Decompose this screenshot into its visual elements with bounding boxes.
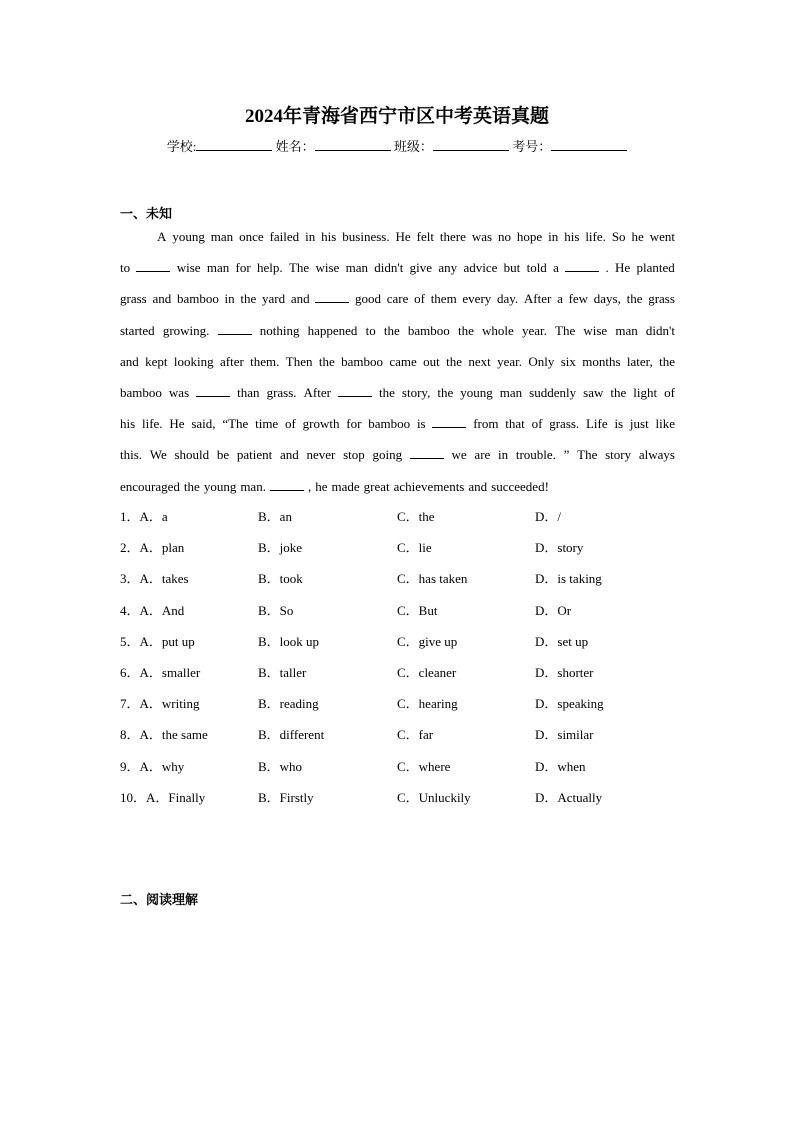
passage-word: time <box>255 416 279 432</box>
question-row <box>120 723 680 754</box>
passage-word: this. <box>120 447 143 463</box>
passage-line <box>120 381 675 412</box>
option-text: B．look up <box>258 633 320 649</box>
option-text: C．But <box>397 602 438 618</box>
passage-word: he <box>315 478 328 494</box>
option-a <box>120 692 199 716</box>
passage-word: light <box>633 384 658 400</box>
passage-word: patient <box>236 447 273 463</box>
option-b <box>258 755 302 779</box>
question-number: 7． <box>120 696 140 712</box>
option-text: D．is taking <box>535 571 602 587</box>
option-d <box>535 505 561 529</box>
option-c <box>397 599 437 623</box>
passage-word: good <box>355 291 382 307</box>
passage-word: So <box>611 229 626 244</box>
passage-word: of <box>285 416 296 432</box>
passage-word: yard <box>262 291 286 307</box>
passage-word: his <box>321 229 337 244</box>
passage-word: for <box>235 260 251 276</box>
answer-blank <box>136 259 170 272</box>
passage-word: bamboo <box>176 291 219 307</box>
option-c <box>397 630 457 654</box>
passage-word: wise <box>176 260 201 276</box>
passage-line <box>120 475 675 506</box>
option-c <box>397 661 456 685</box>
question-row <box>120 630 680 661</box>
section-1-heading: 一、未知 <box>120 207 173 222</box>
option-d <box>535 755 586 779</box>
passage-word: man <box>210 229 234 244</box>
option-text: B．took <box>258 571 303 587</box>
passage-word: and <box>120 353 139 369</box>
passage-word: didn't <box>645 322 675 338</box>
passage-word: give <box>409 260 433 276</box>
option-c <box>397 723 433 747</box>
option-c <box>397 536 432 560</box>
passage-word: growth <box>302 416 340 432</box>
class-blank[interactable] <box>433 138 509 151</box>
option-c <box>397 786 471 810</box>
passage-word: day. <box>497 291 519 307</box>
option-b <box>258 630 319 654</box>
passage-word: man <box>206 260 230 276</box>
passage-word: from <box>473 416 499 432</box>
answer-blank <box>315 290 349 303</box>
option-text: A．writing <box>139 696 200 712</box>
answer-blank <box>432 415 466 428</box>
question-number: 1． <box>120 509 140 524</box>
passage-word: the <box>437 384 454 400</box>
option-text: A．put up <box>139 633 195 649</box>
passage-word: and <box>279 447 299 463</box>
option-c <box>397 692 458 716</box>
passage-word: Life <box>585 416 608 432</box>
passage-word: was <box>168 384 190 400</box>
passage-word: any <box>438 260 458 276</box>
option-text: C．the <box>397 509 435 524</box>
option-text: D．Or <box>535 602 572 618</box>
passage-word: no <box>497 229 511 244</box>
passage-word: Only <box>528 353 555 369</box>
passage-word: young <box>203 478 237 494</box>
passage-word: The <box>555 322 576 338</box>
passage-word: looking <box>173 353 214 369</box>
passage-word: whole <box>482 322 514 338</box>
option-a <box>120 786 205 810</box>
passage-word: that <box>505 416 525 432</box>
passage-word: months <box>582 353 621 369</box>
option-d <box>535 536 583 560</box>
passage-word: story, <box>401 384 431 400</box>
question-row <box>120 661 680 692</box>
class-label: 班级： <box>393 139 433 154</box>
passage-word: failed <box>269 229 300 244</box>
option-d <box>535 630 588 654</box>
passage-word: grass <box>648 291 675 307</box>
option-text: D．Actually <box>535 789 603 805</box>
passage-word: going <box>372 447 403 463</box>
school-label: 学校: <box>166 139 197 154</box>
passage-word: grass. <box>549 416 580 432</box>
question-number: 10． <box>120 789 147 805</box>
question-number: 4． <box>120 602 140 618</box>
option-text: B．reading <box>258 696 319 712</box>
option-b <box>258 505 292 529</box>
passage-word: told <box>526 260 547 276</box>
option-text: B．an <box>258 509 292 524</box>
passage-word: The <box>288 260 310 276</box>
passage-word: said, <box>191 416 216 432</box>
question-row <box>120 599 680 630</box>
option-d <box>535 567 602 591</box>
passage-word: didn't <box>374 260 404 276</box>
passage-word: than <box>237 384 260 400</box>
passage-word: man. <box>240 478 266 494</box>
passage-word: to <box>365 322 376 338</box>
option-text: A．plan <box>139 540 185 556</box>
option-text: B．joke <box>258 540 303 556</box>
passage-word: the <box>183 478 200 494</box>
passage-word: the <box>240 291 257 307</box>
passage-word: his <box>120 416 136 432</box>
passage-word: to <box>120 260 131 276</box>
question-number: 9． <box>120 758 140 774</box>
option-b <box>258 692 319 716</box>
passage-word: He <box>169 416 185 432</box>
passage-word: made <box>331 478 360 494</box>
option-text: D．set up <box>535 633 589 649</box>
passage-line <box>120 350 675 381</box>
passage-word: A <box>157 229 167 244</box>
passage-line <box>120 412 675 443</box>
option-c <box>397 755 450 779</box>
passage-word: be <box>216 447 230 463</box>
question-row <box>120 755 680 786</box>
passage-line <box>120 256 675 287</box>
passage-word: next <box>468 353 491 369</box>
question-row <box>120 536 680 567</box>
passage-word: out <box>423 353 440 369</box>
passage-word: in <box>224 291 235 307</box>
answer-blank <box>565 259 599 272</box>
passage-word: kept <box>145 353 168 369</box>
option-text: B．Firstly <box>258 789 314 805</box>
cloze-passage <box>120 225 675 506</box>
passage-word: his <box>564 229 580 244</box>
passage-word: the <box>626 291 643 307</box>
passage-word: encouraged <box>120 478 180 494</box>
passage-word: few <box>568 291 589 307</box>
option-a <box>120 723 208 747</box>
passage-word: story <box>605 447 632 463</box>
option-text: D．story <box>535 540 584 556</box>
passage-word: the <box>446 353 462 369</box>
passage-word: bamboo <box>341 353 383 369</box>
answer-blank <box>338 384 372 397</box>
option-a <box>120 505 168 529</box>
passage-word: year. <box>497 353 523 369</box>
option-a <box>120 536 184 560</box>
passage-word: we <box>451 447 467 463</box>
option-text: D．/ <box>535 509 562 524</box>
option-text: B．who <box>258 758 303 774</box>
passage-word: He <box>395 229 411 244</box>
passage-word: he <box>631 229 644 244</box>
option-text: A．the same <box>139 727 208 743</box>
passage-word: grass <box>120 291 147 307</box>
passage-word: the <box>457 322 474 338</box>
option-text: D．speaking <box>535 696 604 712</box>
question-row <box>120 567 680 598</box>
option-text: A．Finally <box>146 789 206 805</box>
passage-word: trouble. <box>515 447 556 463</box>
passage-word: the <box>610 384 627 400</box>
cloze-options <box>120 505 680 817</box>
passage-word: achievements <box>393 478 465 494</box>
passage-word: once <box>239 229 264 244</box>
passage-word: great <box>363 478 390 494</box>
option-text: A．a <box>139 509 168 524</box>
exam-number-blank[interactable] <box>551 138 627 151</box>
passage-word: in <box>548 229 559 244</box>
passage-word: bamboo <box>120 384 162 400</box>
passage-word: after <box>219 353 244 369</box>
option-b <box>258 599 293 623</box>
passage-word: happened <box>307 322 358 338</box>
passage-word: of <box>531 416 543 432</box>
passage-word: are <box>474 447 491 463</box>
passage-word: days, <box>593 291 621 307</box>
question-row <box>120 786 680 817</box>
question-number: 8． <box>120 727 140 743</box>
passage-word: suddenly <box>529 384 577 400</box>
option-b <box>258 536 302 560</box>
passage-word: ” <box>563 447 570 463</box>
passage-word: help. <box>257 260 283 276</box>
option-text: A．why <box>139 758 185 774</box>
option-text: D．similar <box>535 727 594 743</box>
option-a <box>120 630 195 654</box>
passage-word: business. <box>342 229 390 244</box>
answer-blank <box>270 478 304 491</box>
option-b <box>258 661 306 685</box>
passage-word: is <box>416 416 426 432</box>
passage-word: year. <box>521 322 547 338</box>
option-text: D．when <box>535 758 586 774</box>
passage-word: grass. <box>266 384 297 400</box>
passage-word: just <box>629 416 649 432</box>
passage-word: man <box>345 260 368 276</box>
option-b <box>258 786 314 810</box>
option-b <box>258 567 303 591</box>
option-a <box>120 661 200 685</box>
passage-word: care <box>386 291 409 307</box>
passage-line <box>120 319 675 350</box>
passage-word: saw <box>583 384 604 400</box>
student-info-line <box>0 138 794 156</box>
passage-word: hope <box>516 229 543 244</box>
option-text: D．shorter <box>535 664 594 680</box>
passage-line <box>120 287 675 318</box>
passage-word: the <box>383 322 400 338</box>
passage-word: stop <box>343 447 365 463</box>
passage-word: the <box>318 353 335 369</box>
option-text: B．taller <box>258 664 307 680</box>
passage-word: in <box>305 229 316 244</box>
option-c <box>397 505 435 529</box>
passage-word: bamboo <box>368 416 411 432</box>
passage-word: a <box>553 260 559 276</box>
option-text: B．So <box>258 602 294 618</box>
option-d <box>535 723 594 747</box>
passage-word: bamboo <box>407 322 450 338</box>
option-c <box>397 567 467 591</box>
option-text: C．hearing <box>397 696 458 712</box>
option-text: A．takes <box>139 571 189 587</box>
passage-word: young <box>460 384 493 400</box>
passage-word: and <box>152 291 172 307</box>
passage-word: and <box>468 478 488 494</box>
passage-word: there <box>439 229 466 244</box>
option-text: C．cleaner <box>397 664 457 680</box>
option-text: A．smaller <box>139 664 201 680</box>
option-text: C．has taken <box>397 571 468 587</box>
option-text: A．And <box>139 602 185 618</box>
section-2-heading: 二、阅读理解 <box>120 893 199 908</box>
passage-word: but <box>503 260 521 276</box>
passage-word: was <box>471 229 493 244</box>
question-row <box>120 692 680 723</box>
passage-word: succeeded! <box>491 478 549 494</box>
option-d <box>535 599 571 623</box>
passage-word: them. <box>250 353 280 369</box>
name-blank[interactable] <box>315 138 391 151</box>
passage-word: growing. <box>162 322 210 338</box>
passage-word: the <box>659 353 675 369</box>
passage-word: . <box>605 260 609 276</box>
passage-word: man <box>499 384 523 400</box>
option-text: C．Unluckily <box>397 789 471 805</box>
exam-number-label: 考号： <box>512 139 552 154</box>
question-number: 5． <box>120 633 140 649</box>
answer-blank <box>218 322 252 335</box>
passage-word: in <box>498 447 509 463</box>
passage-word: After <box>303 384 331 400</box>
option-a <box>120 755 184 779</box>
passage-word: started <box>120 322 155 338</box>
question-row <box>120 505 680 536</box>
passage-word: wise <box>583 322 608 338</box>
school-blank[interactable] <box>196 138 272 151</box>
passage-word: always <box>638 447 675 463</box>
option-a <box>120 599 184 623</box>
option-text: C．where <box>397 758 451 774</box>
passage-word: six <box>560 353 576 369</box>
exam-title: 2024年青海省西宁市区中考英语真题 <box>244 106 549 127</box>
passage-word: for <box>346 416 362 432</box>
option-d <box>535 786 602 810</box>
answer-blank <box>196 384 230 397</box>
answer-blank <box>410 446 444 459</box>
passage-word: of <box>414 291 425 307</box>
passage-word: went <box>649 229 675 244</box>
passage-word: life. <box>585 229 606 244</box>
option-text: B．different <box>258 727 325 743</box>
passage-word: every <box>462 291 492 307</box>
option-text: C．give up <box>397 633 458 649</box>
passage-word: of <box>664 384 675 400</box>
passage-word: them <box>430 291 457 307</box>
passage-word: the <box>379 384 395 400</box>
question-number: 2． <box>120 540 140 556</box>
passage-word: and <box>290 291 310 307</box>
passage-word: a <box>557 291 563 307</box>
passage-word: We <box>149 447 167 463</box>
option-text: C．lie <box>397 540 432 556</box>
question-number: 3． <box>120 571 140 587</box>
option-b <box>258 723 324 747</box>
passage-word: came <box>389 353 417 369</box>
passage-word: young <box>172 229 205 244</box>
option-d <box>535 661 594 685</box>
passage-word: life. <box>141 416 163 432</box>
passage-word: , <box>307 478 312 494</box>
passage-line <box>120 225 675 256</box>
passage-word: felt <box>416 229 434 244</box>
question-number: 6． <box>120 664 140 680</box>
option-d <box>535 692 604 716</box>
passage-word: He <box>615 260 631 276</box>
name-label: 姓名： <box>275 139 315 154</box>
passage-word: The <box>577 447 598 463</box>
passage-word: planted <box>636 260 675 276</box>
passage-word: is <box>614 416 624 432</box>
passage-word: nothing <box>259 322 300 338</box>
passage-word: advice <box>463 260 498 276</box>
passage-line <box>120 443 675 474</box>
passage-word: later, <box>626 353 653 369</box>
option-a <box>120 567 189 591</box>
passage-word: never <box>306 447 336 463</box>
passage-word: man <box>615 322 638 338</box>
passage-word: should <box>174 447 210 463</box>
option-text: C．far <box>397 727 434 743</box>
passage-word: like <box>655 416 675 432</box>
passage-word: Then <box>285 353 313 369</box>
passage-word: “The <box>222 416 249 432</box>
passage-word: wise <box>315 260 340 276</box>
passage-word: After <box>523 291 552 307</box>
